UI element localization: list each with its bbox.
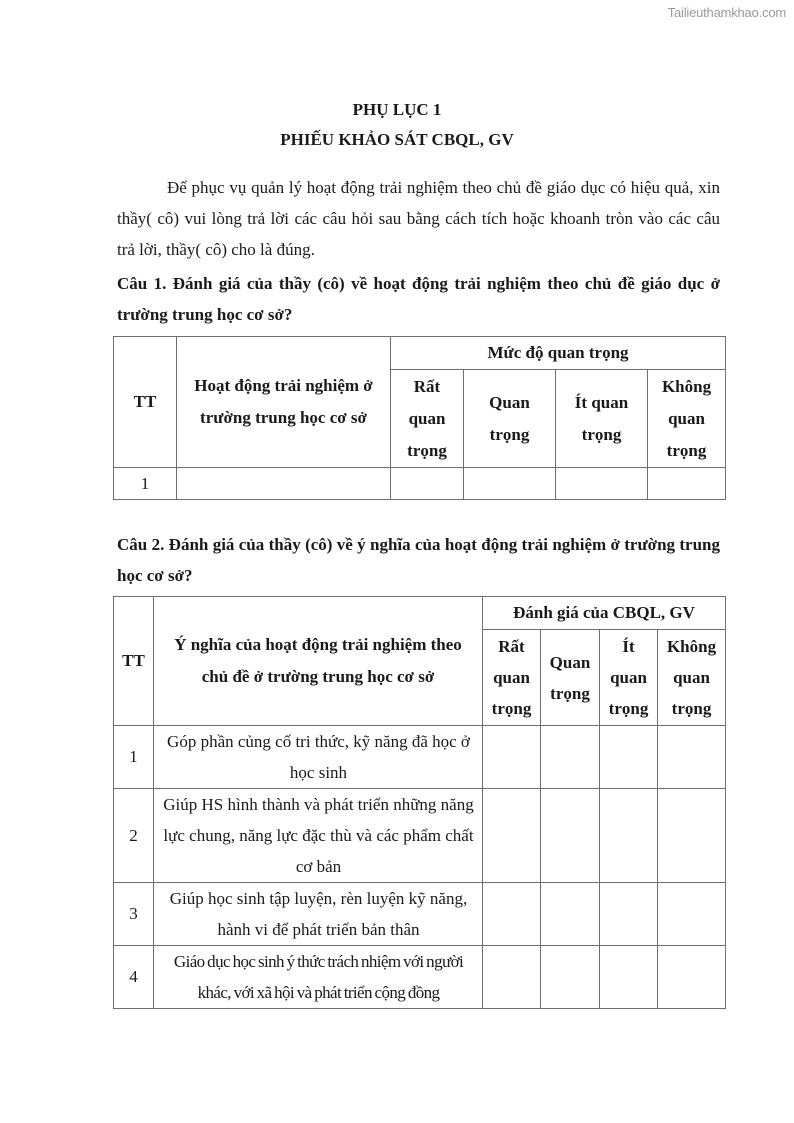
- header-important: Quan trọng: [464, 370, 556, 468]
- row-content: Góp phần củng cố tri thức, kỹ năng đã học ở học sinh: [154, 726, 483, 789]
- header-important: Quan trọng: [541, 630, 600, 726]
- row-number: 4: [114, 946, 154, 1009]
- mark-cell-not-important[interactable]: [648, 468, 726, 500]
- row-content: Giúp học sinh tập luyện, rèn luyện kỹ năng, hành vi để phát triển bản thân: [154, 883, 483, 946]
- mark-cell-very-important[interactable]: [483, 946, 541, 1009]
- mark-cell-important[interactable]: [541, 726, 600, 789]
- question-1: Câu 1. Đánh giá của thầy (cô) về hoạt động trải nghiệm theo chủ đề giáo dục ở trường trung học cơ sở?: [117, 274, 720, 324]
- mark-cell-important[interactable]: [541, 946, 600, 1009]
- header-less-important: Ít quan trọng: [600, 630, 658, 726]
- header-not-important: Không quan trọng: [648, 370, 726, 468]
- watermark: Tailieuthamkhao.com: [667, 5, 786, 20]
- survey-title: PHIẾU KHẢO SÁT CBQL, GV: [280, 130, 514, 149]
- mark-cell-important[interactable]: [541, 883, 600, 946]
- mark-cell-very-important[interactable]: [391, 468, 464, 500]
- mark-cell-less-important[interactable]: [600, 726, 658, 789]
- mark-cell-very-important[interactable]: [483, 789, 541, 883]
- question-2-table: [113, 596, 726, 1009]
- intro-paragraph: [117, 172, 720, 265]
- mark-cell-important[interactable]: [464, 468, 556, 500]
- mark-cell-very-important[interactable]: [483, 726, 541, 789]
- header-activity: Hoạt động trải nghiệm ở trường trung học cơ sở: [177, 337, 391, 468]
- header-importance-level: Mức độ quan trọng: [391, 337, 726, 370]
- mark-cell-not-important[interactable]: [658, 946, 726, 1009]
- mark-cell-less-important[interactable]: [600, 883, 658, 946]
- row-number: 1: [114, 726, 154, 789]
- appendix-title: PHỤ LỤC 1: [352, 100, 442, 119]
- header-tt: TT: [114, 337, 177, 468]
- intro-text: Để phục vụ quản lý hoạt động trải nghiệm theo chủ đề giáo dục có hiệu quả, xin thầy( cô) vui lòng trả lời các câu hỏi sau bằng cách tích hoặc khoanh tròn vào các câu trả lời, thầy( cô) cho là đúng.: [117, 178, 720, 259]
- row-number: 1: [114, 468, 177, 500]
- header-very-important: Rất quan trọng: [483, 630, 541, 726]
- header-less-important: Ít quan trọng: [556, 370, 648, 468]
- header-tt: TT: [114, 597, 154, 726]
- mark-cell-less-important[interactable]: [600, 789, 658, 883]
- mark-cell-less-important[interactable]: [556, 468, 648, 500]
- row-number: 3: [114, 883, 154, 946]
- header-not-important: Không quan trọng: [658, 630, 726, 726]
- header-meaning: Ý nghĩa của hoạt động trải nghiệm theo chủ đề ở trường trung học cơ sở: [154, 597, 483, 726]
- table-row: [114, 789, 726, 883]
- row-number: 2: [114, 789, 154, 883]
- question-2: Câu 2. Đánh giá của thầy (cô) về ý nghĩa của hoạt động trải nghiệm ở trường trung học cơ sở?: [117, 535, 720, 585]
- mark-cell-not-important[interactable]: [658, 789, 726, 883]
- header-very-important: Rất quan trọng: [391, 370, 464, 468]
- header-evaluation: Đánh giá của CBQL, GV: [483, 597, 726, 630]
- table-row: [114, 726, 726, 789]
- mark-cell-not-important[interactable]: [658, 883, 726, 946]
- table-row: [114, 468, 726, 500]
- mark-cell-important[interactable]: [541, 789, 600, 883]
- row-content: Giúp HS hình thành và phát triển những năng lực chung, năng lực đặc thù và các phẩm chất cơ bản: [154, 789, 483, 883]
- row-content: Giáo dục học sinh ý thức trách nhiệm với người khác, với xã hội và phát triển cộng đồng: [154, 946, 483, 1009]
- table-row: [114, 883, 726, 946]
- question-1-table: [113, 336, 726, 500]
- row-content-cell[interactable]: [177, 468, 391, 500]
- mark-cell-very-important[interactable]: [483, 883, 541, 946]
- table-row: [114, 946, 726, 1009]
- mark-cell-not-important[interactable]: [658, 726, 726, 789]
- mark-cell-less-important[interactable]: [600, 946, 658, 1009]
